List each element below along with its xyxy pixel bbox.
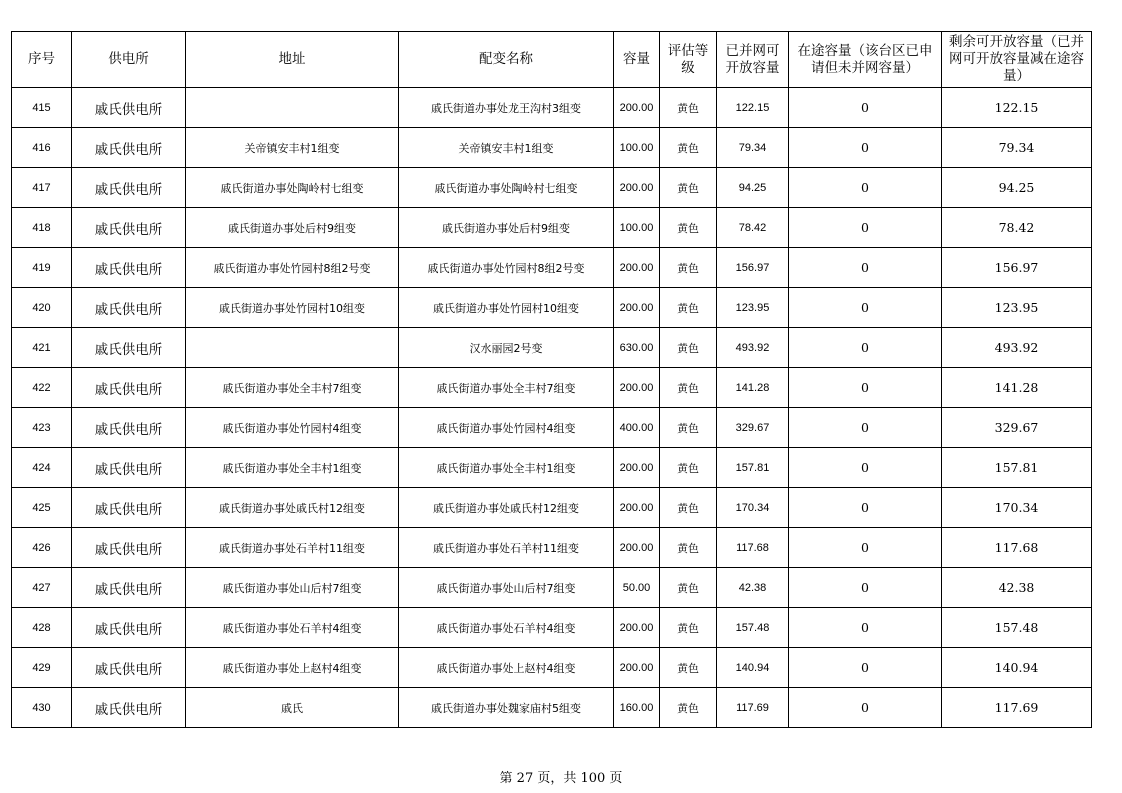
cell-index: 422 <box>12 368 72 408</box>
cell-pending-capacity: 0 <box>789 608 942 648</box>
cell-grade: 黄色 <box>660 248 717 288</box>
cell-pending-capacity: 0 <box>789 368 942 408</box>
table-row <box>12 368 1092 408</box>
cell-pending-capacity: 0 <box>789 128 942 168</box>
header-grade: 评估等级 <box>660 32 717 88</box>
cell-pending-capacity: 0 <box>789 448 942 488</box>
cell-open-capacity: 123.95 <box>717 288 789 328</box>
cell-station: 戚氏供电所 <box>72 568 186 608</box>
capacity-table <box>11 31 1092 728</box>
cell-transformer: 戚氏街道办事处上赵村4组变 <box>399 648 614 688</box>
table-row <box>12 648 1092 688</box>
cell-remaining-capacity: 156.97 <box>942 248 1092 288</box>
cell-address: 戚氏街道办事处陶岭村七组变 <box>186 168 399 208</box>
cell-capacity: 200.00 <box>614 648 660 688</box>
cell-remaining-capacity: 157.48 <box>942 608 1092 648</box>
cell-remaining-capacity: 170.34 <box>942 488 1092 528</box>
cell-pending-capacity: 0 <box>789 488 942 528</box>
header-remaining-capacity: 剩余可开放容量（已并网可开放容量减在途容量） <box>942 32 1092 88</box>
cell-address: 戚氏街道办事处石羊村4组变 <box>186 608 399 648</box>
cell-remaining-capacity: 157.81 <box>942 448 1092 488</box>
cell-open-capacity: 122.15 <box>717 88 789 128</box>
cell-open-capacity: 493.92 <box>717 328 789 368</box>
cell-remaining-capacity: 493.92 <box>942 328 1092 368</box>
page-footer: 第 27 页，共 100 页 <box>499 771 623 786</box>
cell-index: 419 <box>12 248 72 288</box>
cell-transformer: 戚氏街道办事处戚氏村12组变 <box>399 488 614 528</box>
cell-address <box>186 328 399 368</box>
cell-index: 416 <box>12 128 72 168</box>
cell-transformer: 戚氏街道办事处陶岭村七组变 <box>399 168 614 208</box>
table-row <box>12 208 1092 248</box>
cell-transformer: 关帝镇安丰村1组变 <box>399 128 614 168</box>
cell-capacity: 200.00 <box>614 608 660 648</box>
cell-grade: 黄色 <box>660 208 717 248</box>
cell-transformer: 戚氏街道办事处龙王沟村3组变 <box>399 88 614 128</box>
table-body <box>12 88 1092 728</box>
cell-open-capacity: 79.34 <box>717 128 789 168</box>
cell-open-capacity: 117.68 <box>717 528 789 568</box>
cell-address: 戚氏街道办事处全丰村1组变 <box>186 448 399 488</box>
cell-transformer: 戚氏街道办事处全丰村7组变 <box>399 368 614 408</box>
cell-grade: 黄色 <box>660 488 717 528</box>
cell-capacity: 200.00 <box>614 528 660 568</box>
cell-address: 戚氏街道办事处戚氏村12组变 <box>186 488 399 528</box>
cell-remaining-capacity: 141.28 <box>942 368 1092 408</box>
table-row <box>12 88 1092 128</box>
cell-pending-capacity: 0 <box>789 328 942 368</box>
cell-index: 427 <box>12 568 72 608</box>
cell-index: 428 <box>12 608 72 648</box>
cell-grade: 黄色 <box>660 328 717 368</box>
cell-capacity: 100.00 <box>614 208 660 248</box>
cell-pending-capacity: 0 <box>789 408 942 448</box>
cell-index: 425 <box>12 488 72 528</box>
cell-transformer: 戚氏街道办事处魏家庙村5组变 <box>399 688 614 728</box>
table-row <box>12 168 1092 208</box>
cell-address: 戚氏街道办事处山后村7组变 <box>186 568 399 608</box>
cell-remaining-capacity: 79.34 <box>942 128 1092 168</box>
cell-capacity: 100.00 <box>614 128 660 168</box>
cell-grade: 黄色 <box>660 688 717 728</box>
cell-open-capacity: 157.48 <box>717 608 789 648</box>
table-row <box>12 288 1092 328</box>
header-pending-capacity: 在途容量（该台区已申请但未并网容量） <box>789 32 942 88</box>
cell-grade: 黄色 <box>660 448 717 488</box>
cell-open-capacity: 170.34 <box>717 488 789 528</box>
cell-remaining-capacity: 329.67 <box>942 408 1092 448</box>
cell-capacity: 630.00 <box>614 328 660 368</box>
cell-address: 戚氏街道办事处竹园村10组变 <box>186 288 399 328</box>
cell-capacity: 200.00 <box>614 488 660 528</box>
cell-open-capacity: 94.25 <box>717 168 789 208</box>
cell-capacity: 200.00 <box>614 88 660 128</box>
cell-grade: 黄色 <box>660 528 717 568</box>
cell-station: 戚氏供电所 <box>72 408 186 448</box>
cell-grade: 黄色 <box>660 168 717 208</box>
cell-pending-capacity: 0 <box>789 248 942 288</box>
cell-remaining-capacity: 117.68 <box>942 528 1092 568</box>
cell-capacity: 50.00 <box>614 568 660 608</box>
cell-capacity: 200.00 <box>614 248 660 288</box>
header-open-capacity: 已并网可开放容量 <box>717 32 789 88</box>
cell-remaining-capacity: 123.95 <box>942 288 1092 328</box>
cell-pending-capacity: 0 <box>789 208 942 248</box>
cell-address: 关帝镇安丰村1组变 <box>186 128 399 168</box>
header-address: 地址 <box>186 32 399 88</box>
cell-open-capacity: 42.38 <box>717 568 789 608</box>
table-row <box>12 448 1092 488</box>
cell-index: 417 <box>12 168 72 208</box>
cell-station: 戚氏供电所 <box>72 328 186 368</box>
cell-open-capacity: 141.28 <box>717 368 789 408</box>
cell-pending-capacity: 0 <box>789 568 942 608</box>
cell-address: 戚氏街道办事处上赵村4组变 <box>186 648 399 688</box>
cell-index: 430 <box>12 688 72 728</box>
cell-station: 戚氏供电所 <box>72 288 186 328</box>
cell-capacity: 400.00 <box>614 408 660 448</box>
cell-grade: 黄色 <box>660 368 717 408</box>
header-capacity: 容量 <box>614 32 660 88</box>
header-station: 供电所 <box>72 32 186 88</box>
cell-pending-capacity: 0 <box>789 168 942 208</box>
cell-remaining-capacity: 78.42 <box>942 208 1092 248</box>
cell-address: 戚氏街道办事处全丰村7组变 <box>186 368 399 408</box>
cell-index: 424 <box>12 448 72 488</box>
table-header-row <box>12 32 1092 88</box>
header-index: 序号 <box>12 32 72 88</box>
cell-transformer: 戚氏街道办事处后村9组变 <box>399 208 614 248</box>
cell-transformer: 戚氏街道办事处竹园村10组变 <box>399 288 614 328</box>
cell-station: 戚氏供电所 <box>72 368 186 408</box>
table-row <box>12 568 1092 608</box>
table-row <box>12 248 1092 288</box>
cell-index: 420 <box>12 288 72 328</box>
cell-index: 423 <box>12 408 72 448</box>
cell-grade: 黄色 <box>660 648 717 688</box>
cell-station: 戚氏供电所 <box>72 448 186 488</box>
cell-grade: 黄色 <box>660 88 717 128</box>
cell-transformer: 戚氏街道办事处竹园村4组变 <box>399 408 614 448</box>
cell-open-capacity: 156.97 <box>717 248 789 288</box>
cell-transformer: 戚氏街道办事处全丰村1组变 <box>399 448 614 488</box>
cell-address: 戚氏街道办事处后村9组变 <box>186 208 399 248</box>
cell-capacity: 200.00 <box>614 288 660 328</box>
cell-station: 戚氏供电所 <box>72 128 186 168</box>
cell-address <box>186 88 399 128</box>
cell-remaining-capacity: 42.38 <box>942 568 1092 608</box>
cell-station: 戚氏供电所 <box>72 488 186 528</box>
table-row <box>12 488 1092 528</box>
cell-index: 426 <box>12 528 72 568</box>
cell-station: 戚氏供电所 <box>72 248 186 288</box>
cell-pending-capacity: 0 <box>789 648 942 688</box>
cell-pending-capacity: 0 <box>789 88 942 128</box>
cell-index: 421 <box>12 328 72 368</box>
cell-grade: 黄色 <box>660 408 717 448</box>
cell-capacity: 160.00 <box>614 688 660 728</box>
cell-open-capacity: 329.67 <box>717 408 789 448</box>
cell-index: 429 <box>12 648 72 688</box>
cell-grade: 黄色 <box>660 568 717 608</box>
cell-open-capacity: 117.69 <box>717 688 789 728</box>
cell-remaining-capacity: 122.15 <box>942 88 1092 128</box>
cell-address: 戚氏街道办事处竹园村4组变 <box>186 408 399 448</box>
cell-station: 戚氏供电所 <box>72 688 186 728</box>
cell-station: 戚氏供电所 <box>72 168 186 208</box>
cell-transformer: 戚氏街道办事处山后村7组变 <box>399 568 614 608</box>
table-row <box>12 688 1092 728</box>
table-row <box>12 608 1092 648</box>
cell-remaining-capacity: 140.94 <box>942 648 1092 688</box>
cell-transformer: 戚氏街道办事处竹园村8组2号变 <box>399 248 614 288</box>
cell-open-capacity: 140.94 <box>717 648 789 688</box>
cell-station: 戚氏供电所 <box>72 88 186 128</box>
cell-grade: 黄色 <box>660 128 717 168</box>
cell-address: 戚氏街道办事处竹园村8组2号变 <box>186 248 399 288</box>
cell-remaining-capacity: 94.25 <box>942 168 1092 208</box>
cell-pending-capacity: 0 <box>789 528 942 568</box>
table-row <box>12 408 1092 448</box>
cell-capacity: 200.00 <box>614 368 660 408</box>
cell-address: 戚氏街道办事处石羊村11组变 <box>186 528 399 568</box>
cell-station: 戚氏供电所 <box>72 608 186 648</box>
cell-transformer: 汉水丽园2号变 <box>399 328 614 368</box>
cell-grade: 黄色 <box>660 288 717 328</box>
cell-remaining-capacity: 117.69 <box>942 688 1092 728</box>
cell-station: 戚氏供电所 <box>72 208 186 248</box>
table-row <box>12 128 1092 168</box>
cell-station: 戚氏供电所 <box>72 528 186 568</box>
table-row <box>12 328 1092 368</box>
cell-index: 418 <box>12 208 72 248</box>
cell-capacity: 200.00 <box>614 448 660 488</box>
cell-pending-capacity: 0 <box>789 688 942 728</box>
table-row <box>12 528 1092 568</box>
cell-grade: 黄色 <box>660 608 717 648</box>
cell-transformer: 戚氏街道办事处石羊村11组变 <box>399 528 614 568</box>
cell-index: 415 <box>12 88 72 128</box>
cell-open-capacity: 78.42 <box>717 208 789 248</box>
cell-address: 戚氏 <box>186 688 399 728</box>
cell-open-capacity: 157.81 <box>717 448 789 488</box>
cell-capacity: 200.00 <box>614 168 660 208</box>
cell-station: 戚氏供电所 <box>72 648 186 688</box>
cell-transformer: 戚氏街道办事处石羊村4组变 <box>399 608 614 648</box>
header-transformer: 配变名称 <box>399 32 614 88</box>
cell-pending-capacity: 0 <box>789 288 942 328</box>
